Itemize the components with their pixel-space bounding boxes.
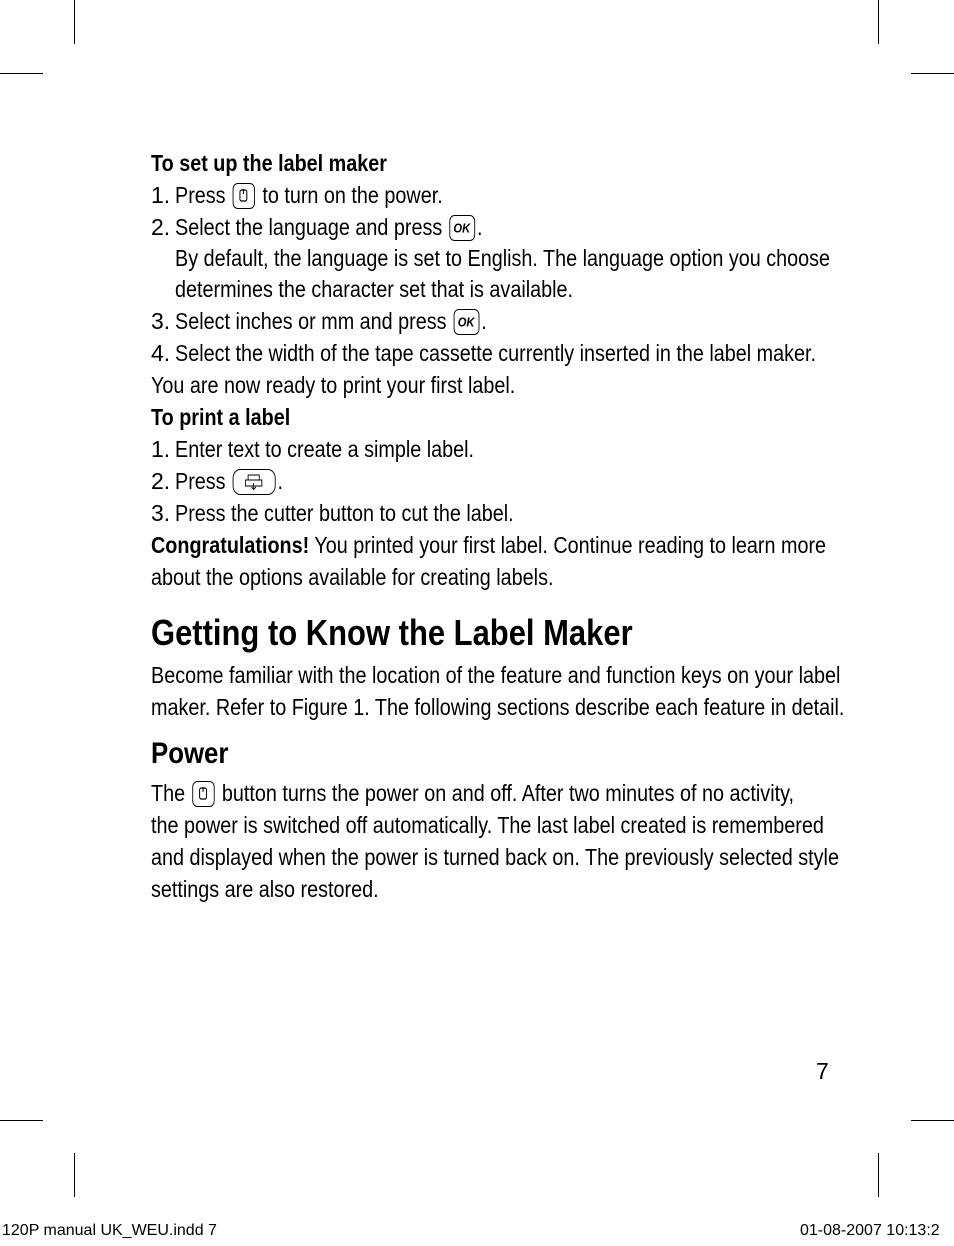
ok-key-icon — [449, 215, 475, 241]
congrats-paragraph: Congratulations! You printed your first label. Continue reading to learn more about the options available for creating labels. — [151, 532, 827, 590]
slug-file-info: 120P manual UK_WEU.indd 7 — [2, 1222, 217, 1239]
crop-mark — [0, 1120, 43, 1121]
power-paragraph: The button turns the power on and off. After two minutes of no activity, the power is switched off automatically. The last label created is remembered and displayed when the power is turned back on. The previously selected style settings are also restored. — [151, 780, 839, 902]
page-number: 7 — [816, 1058, 829, 1084]
setup-step-2-note: By default, the language is set to English. The language option you choose determines the character set that is available. — [175, 245, 831, 302]
svg-text:OK: OK — [453, 220, 471, 236]
setup-heading: To set up the label maker — [151, 150, 387, 176]
section-heading-power: Power — [151, 737, 229, 770]
print-heading: To print a label — [151, 404, 291, 430]
power-icon — [233, 183, 255, 209]
section-heading-getting-to-know: Getting to Know the Label Maker — [151, 612, 633, 653]
page-content — [151, 147, 845, 905]
ok-key-icon — [454, 309, 480, 335]
know-paragraph: Become familiar with the location of the feature and function keys on your label maker. Refer to Figure 1. The following sections describe each feature in detail. — [151, 662, 845, 720]
print-step-3: 3. Press the cutter button to cut the label. — [151, 500, 514, 526]
print-step-2: 2. Press . — [151, 468, 283, 494]
crop-mark — [74, 0, 75, 44]
setup-step-1: 1. Press to turn on the power. — [151, 182, 443, 208]
svg-text:OK: OK — [457, 314, 475, 330]
power-icon — [192, 781, 214, 807]
slug-timestamp: 01-08-2007 10:13:2 — [800, 1222, 940, 1239]
crop-mark — [878, 1153, 879, 1197]
crop-mark — [0, 73, 43, 74]
crop-mark — [911, 1120, 954, 1121]
crop-mark — [74, 1153, 75, 1197]
crop-mark — [878, 0, 879, 44]
ready-text: You are now ready to print your first label. — [151, 372, 516, 398]
setup-step-3: 3. Select inches or mm and press OK . — [151, 308, 487, 334]
setup-step-4: 4. Select the width of the tape cassette currently inserted in the label maker. — [151, 340, 817, 366]
print-step-1: 1. Enter text to create a simple label. — [151, 436, 475, 462]
setup-step-2: 2. Select the language and press OK . — [151, 214, 483, 240]
crop-mark — [911, 73, 954, 74]
print-icon — [233, 469, 276, 495]
